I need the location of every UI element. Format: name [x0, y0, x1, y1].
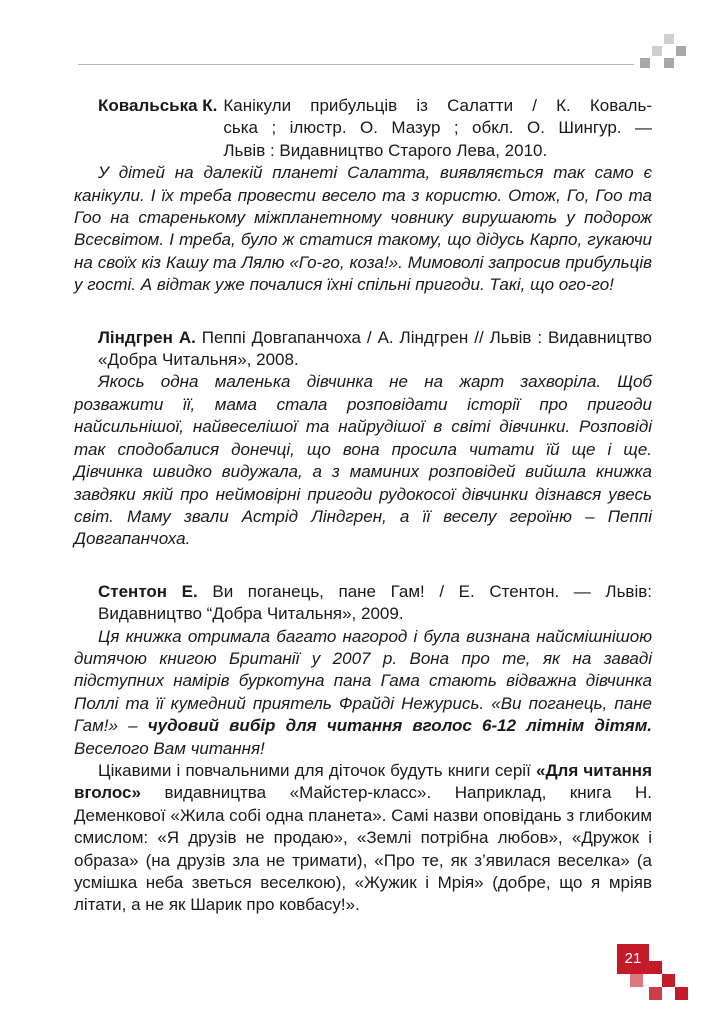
series-description: видавництва «Майстер-класс». Наприклад, книга Н. Деменкової «Жила собі одна планета». Самі назви оповідань з глибоким смислом: «Я друзів не продаю», «Землі потрібна любов», «Дружок і образа» (на друзів зла не тримати), «Про те, як з’явилася веселка» (а усмішка неба зветься веселкою), «Жужик і Мрія» (добре, що я мріяв літати, а не як Шарик про ковбасу!».: [74, 783, 652, 915]
annotation-closing: Веселого Вам читання!: [74, 738, 265, 758]
bibliographic-reference: [74, 581, 652, 626]
bib-line: Львів : Видавництво Старого Лева, 2010.: [223, 140, 548, 160]
bib-text: Пеппі Довгапанчоха / А. Ліндгрен // Львів : Видавництво «Добра Читальня», 2008.: [98, 327, 652, 370]
author-name: Ковальська К.: [98, 96, 218, 115]
series-intro: Цікавими і повчальними для діточок будуть книги серії: [98, 760, 536, 780]
bibliography-entry: [74, 327, 652, 551]
book-annotation: У дітей на далекій планеті Салатта, виявляється так само є канікули. І їх треба провести весело та з користю. Отож, Го, Гоо та Гоо на старенькому міжпланетному човнику вирушають у подорож Всесвітом. І треба, було ж статися такому, що дідусь Карпо, гукаючи на своїх кіз Кашу та Лялю «Го-го, коза!». Мимоволі запросив прибульців у гості. А відтак уже почалися їхні спільні пригоди. Такі, що ого-го!: [74, 163, 652, 295]
bibliography-entry: [74, 581, 652, 760]
author-name: Ліндгрен А.: [98, 327, 196, 347]
book-annotation: [74, 626, 652, 760]
series-name: «Для читання вголос»: [74, 760, 652, 803]
series-paragraph: [74, 760, 652, 917]
annotation-text: Ця книжка отримала багато нагород і була визнана найсмішнішою дитячою книгою Британії у 2007 р. Вона про те, як на заваді підступних намірів буркотуна пана Гама стають відважна дівчинка Поллі та її кумедний приятель Фрайді Нежурись. «Ви поганець, пане Гам!» –: [74, 626, 652, 736]
header-rule: [78, 64, 634, 65]
bib-line: Канікули прибульців із Салатти / К. Коваль-: [223, 96, 652, 115]
bib-text: Ви поганець, пане Гам! / Е. Стентон. — Львів: Видавництво “Добра Читальня», 2009.: [98, 581, 652, 624]
bibliography-entry: [74, 95, 652, 297]
bib-line: ська ; ілюстр. О. Мазур ; обкл. О. Шингур. —: [223, 118, 652, 138]
bibliographic-reference: [74, 327, 652, 372]
page-number: 21: [617, 944, 649, 974]
book-annotation: Якось одна маленька дівчинка не на жарт захворіла. Щоб розважити її, мама стала розповідати історії про пригоди найсильнішої, найвеселішої та найрудішої в світі дівчинки. Розповіді так сподобалися донечці, що вона просила читати їй ще і ще. Дівчинка швидко видужала, а з маминих розповідей вийшла книжка завдяки якій про неймовірні пригоди рудокосої дівчинки дізнався увесь світ. Маму звали Астрід Ліндгрен, а її веселу героїню – Пеппі Довгапанчоха.: [74, 372, 652, 549]
page-content: [74, 95, 652, 917]
author-name: Стентон Е.: [98, 581, 198, 601]
annotation-emphasis: чудовий вибір для читання вголос 6-12 літнім дітям.: [147, 716, 652, 736]
bibliographic-reference: [74, 95, 652, 162]
